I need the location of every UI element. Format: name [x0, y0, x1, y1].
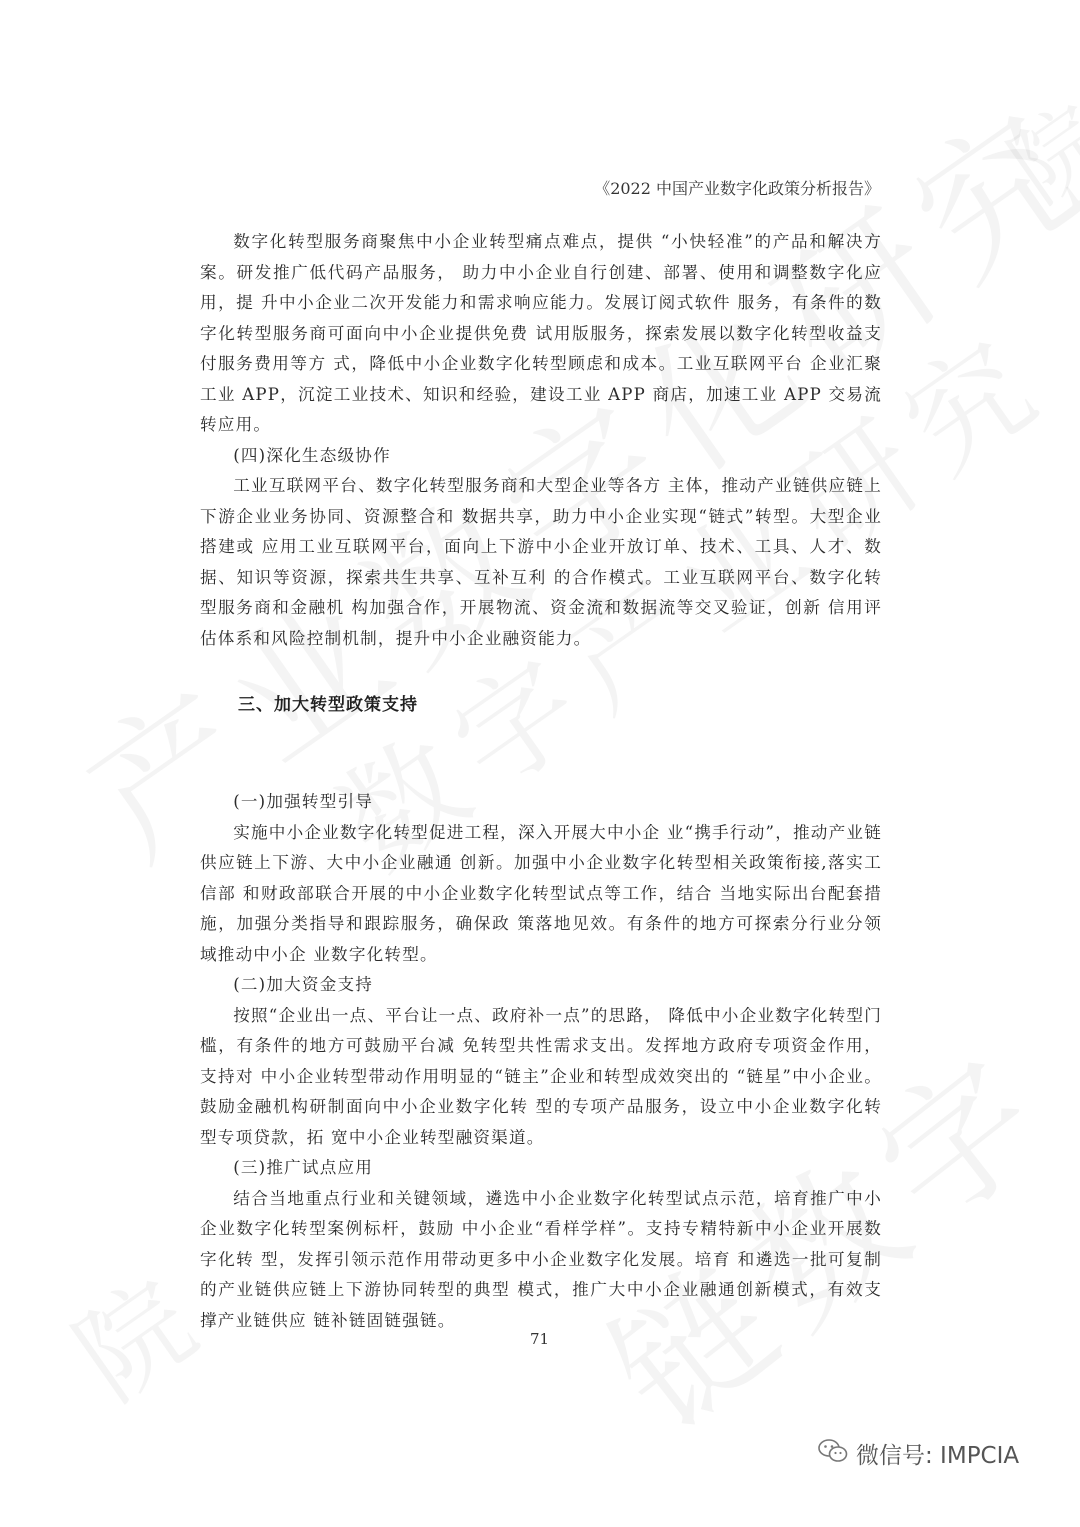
subheading: (三)推广试点应用 — [233, 1158, 374, 1177]
page-number: 71 — [530, 1330, 550, 1348]
paragraph: 数字化转型服务商聚焦中小企业转型痛点难点，提供 “小快轻准”的产品和解决方案。研发推广低代码产品服务， 助力中小企业自行创建、部署、使用和调整数字化应用，提 升中小企业二次开发能力和需求响应能力。发展订阅式软件 服务，有条件的数字化转型服务商可面向中小企业提供免费 试用版服务，探索发展以数字化转型收益支付服务费用等方 式，降低中小企业数字化转型顾虑和成本。工业互联网平台 企业汇聚工业 APP，沉淀工业技术、知识和经验，建设工业 APP 商店，加速工业 APP 交易流转应用。 — [200, 232, 882, 434]
text-block-2 — [200, 787, 882, 1336]
paragraph: 实施中小企业数字化转型促进工程，深入开展大中小企 业“携手行动”，推动产业链供应链上下游、大中小企业融通 创新。加强中小企业数字化转型相关政策衔接,落实工信部 和财政部联合开展的中小企业数字化转型试点等工作，结合 当地实际出台配套措施，加强分类指导和跟踪服务，确保政 策落地见效。有条件的地方可探索分行业分领域推动中小企 业数字化转型。 — [200, 822, 882, 964]
wechat-label: 微信号: IMPCIA — [856, 1443, 1020, 1469]
paragraph: 按照“企业出一点、平台让一点、政府补一点”的思路， 降低中小企业数字化转型门槛，有条件的地方可鼓励平台减 免转型共性需求支出。发挥地方政府专项资金作用，支持对 中小企业转型带动作用明显的“链主”企业和转型成效突出的 “链星”中小企业。鼓励金融机构研制面向中小企业数字化转 型的专项产品服务，设立中小企业数字化转型专项贷款，拓 宽中小企业转型融资渠道。 — [200, 1005, 882, 1147]
paragraph: 结合当地重点行业和关键领域，遴选中小企业数字化转型试点示范，培育推广中小企业数字化转型案例标杆，鼓励 中小企业“看样学样”。支持专精特新中小企业开展数字化转 型，发挥引领示范作用带动更多中小企业数字化发展。培育 和遴选一批可复制的产业链供应链上下游协同转型的典型 模式，推广大中小企业融通创新模式，有效支撑产业链供应 链补链固链强链。 — [200, 1188, 882, 1330]
text-block-1 — [200, 227, 882, 654]
section-title: 三、加大转型政策支持 — [238, 695, 418, 715]
paragraph: 工业互联网平台、数字化转型服务商和大型企业等各方 主体，推动产业链供应链上下游企业业务协同、资源整合和 数据共享，助力中小企业实现“链式”转型。大型企业搭建或 应用工业互联网平台，面向上下游中小企业开放订单、技术、工具、人才、数据、知识等资源，探索共生共享、互补互利 的合作模式。工业互联网平台、数字化转型服务商和金融机 构加强合作，开展物流、资金流和数据流等交叉验证，创新 信用评估体系和风险控制机制，提升中小企业融资能力。 — [200, 476, 882, 648]
watermark — [980, 58, 1080, 226]
wechat-watermark — [818, 1437, 1019, 1470]
wechat-icon — [818, 1438, 848, 1470]
subheading: (四)深化生态级协作 — [233, 445, 391, 465]
page-header: 《2022 中国产业数字化政策分析报告》 — [594, 179, 880, 198]
subheading: (二)加大资金支持 — [233, 975, 374, 994]
subheading: (一)加强转型引导 — [233, 792, 374, 811]
